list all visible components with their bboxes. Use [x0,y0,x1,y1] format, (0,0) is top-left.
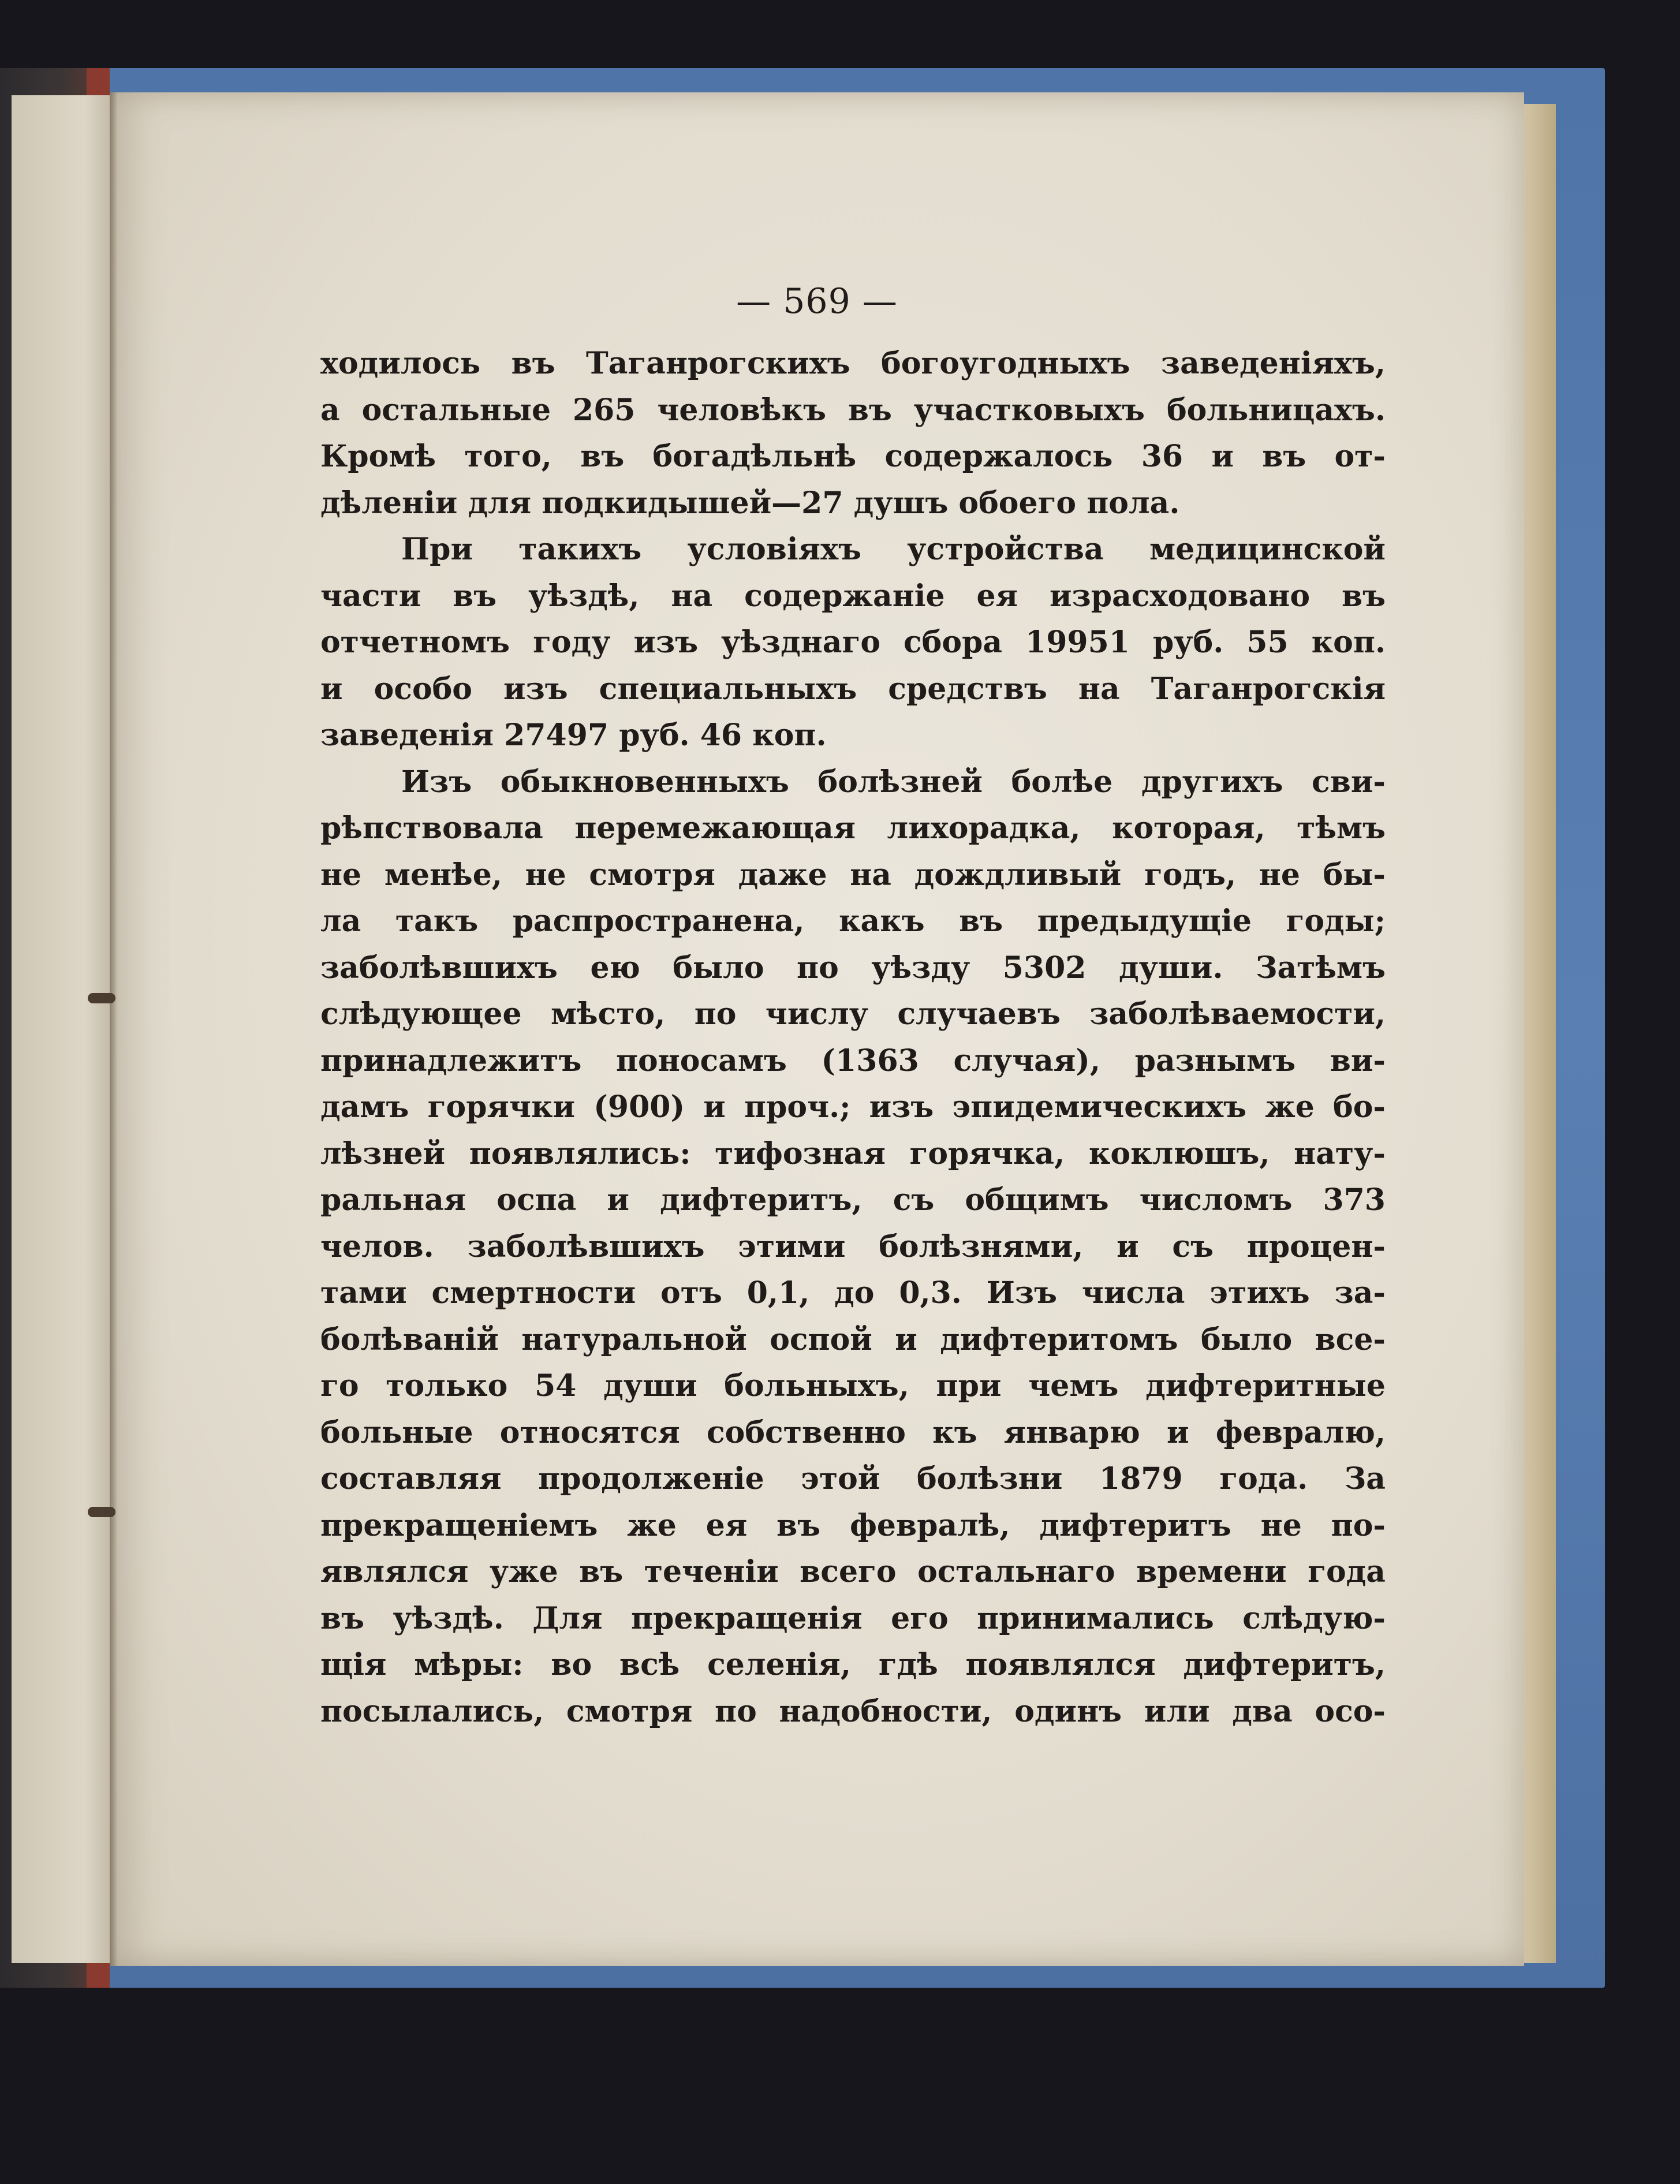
text-line: ходилось въ Таганрогскихъ богоугодныхъ заведеніяхъ, [320,346,1386,381]
text-line: ла такъ распространена, какъ въ предыдущіе годы; [320,904,1386,939]
facing-page-edge [12,95,115,1963]
text-line: дѣленіи для подкидышей—27 душъ обоего пола. [320,485,1180,521]
text-line: прекращеніемъ же ея въ февралѣ, дифтеритъ не по- [320,1507,1386,1543]
text-line: ральная оспа и дифтеритъ, съ общимъ числомъ 373 [320,1182,1386,1218]
text-line: лѣзней появлялись: тифозная горячка, коклюшъ, нату- [320,1136,1386,1171]
text-line: а остальные 265 человѣкъ въ участковыхъ больницахъ. [320,392,1386,428]
text-line: слѣдующее мѣсто, по числу случаевъ заболѣваемости, [320,996,1386,1032]
text-line: При такихъ условіяхъ устройства медицинской [401,532,1386,567]
text-line: болѣваній натуральной оспой и дифтеритомъ было все- [320,1321,1386,1357]
text-line: не менѣе, не смотря даже на дождливый годъ, не бы- [320,857,1386,893]
binding-stitch-top [88,993,115,1003]
text-line: въ уѣздѣ. Для прекращенія его принимались слѣдую- [320,1600,1386,1636]
gutter-shadow [110,92,118,1966]
text-line: челов. заболѣвшихъ этими болѣзнями, и съ процен- [320,1229,1386,1264]
text-line: Изъ обыкновенныхъ болѣзней болѣе другихъ сви- [401,764,1386,800]
text-line: составляя продолженіе этой болѣзни 1879 года. За [320,1461,1386,1496]
text-line: го только 54 души больныхъ, при чемъ дифтеритные [320,1368,1386,1403]
text-line: и особо изъ специальныхъ средствъ на Таганрогскія [320,671,1386,707]
binding-stitch-bottom [88,1507,115,1517]
page-number: — 569 — [736,281,898,322]
text-line: тами смертности отъ 0,1, до 0,3. Изъ числа этихъ за- [320,1275,1386,1311]
text-line: щія мѣры: во всѣ селенія, гдѣ появлялся дифтеритъ, [320,1647,1386,1682]
text-line: отчетномъ году изъ уѣзднаго сбора 19951 руб. 55 коп. [320,625,1386,660]
text-line: заведенія 27497 руб. 46 коп. [320,718,827,753]
text-line: дамъ горячки (900) и проч.; изъ эпидемическихъ же бо- [320,1089,1386,1125]
book-page [110,92,1524,1966]
body-text [320,341,1386,1735]
text-line: посылались, смотря по надобности, одинъ или два осо- [320,1693,1386,1729]
text-line: заболѣвшихъ ею было по уѣзду 5302 души. Затѣмъ [320,950,1386,985]
text-line: Кромѣ того, въ богадѣльнѣ содержалось 36 и въ от- [320,439,1386,474]
text-line: больные относятся собственно къ январю и февралю, [320,1414,1386,1450]
text-line: части въ уѣздѣ, на содержаніе ея израсходовано въ [320,578,1386,614]
text-line: рѣпствовала перемежающая лихорадка, которая, тѣмъ [320,811,1386,846]
text-line: являлся уже въ теченіи всего остальнаго времени года [320,1554,1386,1589]
text-line: принадлежитъ поносамъ (1363 случая), разнымъ ви- [320,1043,1386,1078]
